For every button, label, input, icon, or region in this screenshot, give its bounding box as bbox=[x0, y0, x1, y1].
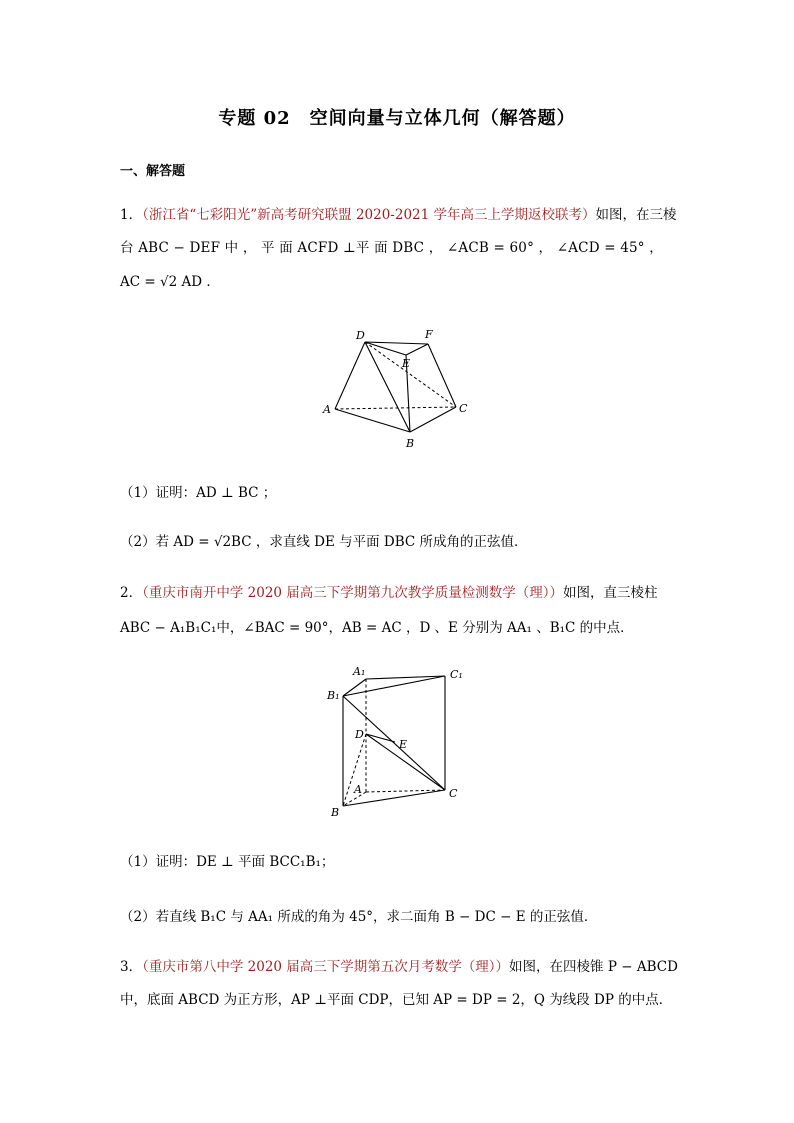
q2-line1-tail: 如图，直三棱柱 bbox=[563, 585, 658, 601]
label-F: F bbox=[425, 328, 433, 341]
edge-AB bbox=[335, 409, 410, 432]
section-heading: 一、解答题 bbox=[120, 164, 186, 179]
q3-line1-tail: 如图，在四棱锥 P − ABCD bbox=[509, 959, 678, 975]
edge-DB bbox=[365, 342, 410, 432]
q1-source: （浙江省“七彩阳光”新高考研究联盟 2020-2021 学年高三上学期返校联考） bbox=[142, 207, 596, 223]
q3-number: 3． bbox=[120, 959, 143, 975]
edge-DF bbox=[365, 342, 428, 344]
edge-DE bbox=[366, 734, 395, 742]
label-B1: B₁ bbox=[327, 689, 340, 702]
q3-source: （重庆市第八中学 2020 届高三下学期第五次月考数学（理）） bbox=[142, 959, 510, 975]
q1-figure bbox=[320, 322, 480, 454]
label-E: E bbox=[402, 357, 411, 370]
label-B: B bbox=[406, 437, 415, 450]
edge-DC-hidden bbox=[365, 342, 456, 407]
q2-part2: （2）若直线 B₁C 与 AA₁ 所成的角为 45°，求二面角 B − DC − E 的正弦值． bbox=[120, 909, 598, 925]
q1-line3: AC = √2 AD ． bbox=[120, 274, 220, 290]
label-B: B bbox=[331, 806, 340, 819]
q1-number: 1． bbox=[120, 207, 143, 223]
edge-AC-hidden bbox=[335, 407, 456, 409]
label-C: C bbox=[449, 787, 458, 800]
label-D: D bbox=[356, 329, 365, 342]
q1-part2: （2）若 AD = √2BC ，求直线 DE 与平面 DBC 所成角的正弦值． bbox=[120, 534, 528, 550]
edge-B1C bbox=[343, 696, 445, 790]
q1-part1: （1）证明：AD ⊥ BC ； bbox=[120, 485, 277, 501]
q2-source: （重庆市南开中学 2020 届高三下学期第九次教学质量检测数学（理）） bbox=[142, 585, 564, 601]
page-title: 专题 02 空间向量与立体几何（解答题） bbox=[218, 108, 576, 129]
label-A: A bbox=[354, 783, 362, 796]
label-E: E bbox=[399, 738, 408, 751]
edge-DE bbox=[365, 342, 406, 355]
label-C1: C₁ bbox=[450, 668, 463, 681]
label-C: C bbox=[459, 402, 468, 415]
edge-FE bbox=[406, 344, 428, 355]
q3-line1 bbox=[120, 955, 678, 975]
q2-figure bbox=[325, 662, 475, 822]
label-D: D bbox=[355, 728, 364, 741]
label-A1: A₁ bbox=[353, 665, 366, 678]
label-A: A bbox=[323, 403, 331, 416]
q1-line2: 台 ABC − DEF 中 ， 平 面 ACFD ⊥平 面 DBC ， ∠ACB = 60° ， ∠ACD = 45° ， bbox=[120, 240, 663, 256]
q1-line1 bbox=[120, 203, 677, 223]
q2-line2: ABC − A₁B₁C₁中，∠BAC = 90°，AB = AC ，D 、E 分别为 AA₁ 、B₁C 的中点． bbox=[120, 620, 634, 636]
q2-part1: （1）证明：DE ⊥ 平面 BCC₁B₁； bbox=[120, 854, 335, 870]
q2-number: 2． bbox=[120, 585, 143, 601]
edge-B1C1 bbox=[343, 676, 445, 696]
edge-BC bbox=[410, 407, 456, 432]
q2-line1 bbox=[120, 581, 658, 601]
edge-DA bbox=[335, 342, 365, 409]
q1-line1-tail: 如图，在三棱 bbox=[595, 207, 677, 223]
q3-line2: 中，底面 ABCD 为正方形，AP ⊥平面 CDP，已知 AP = DP = 2，Q 为线段 DP 的中点． bbox=[120, 992, 673, 1008]
